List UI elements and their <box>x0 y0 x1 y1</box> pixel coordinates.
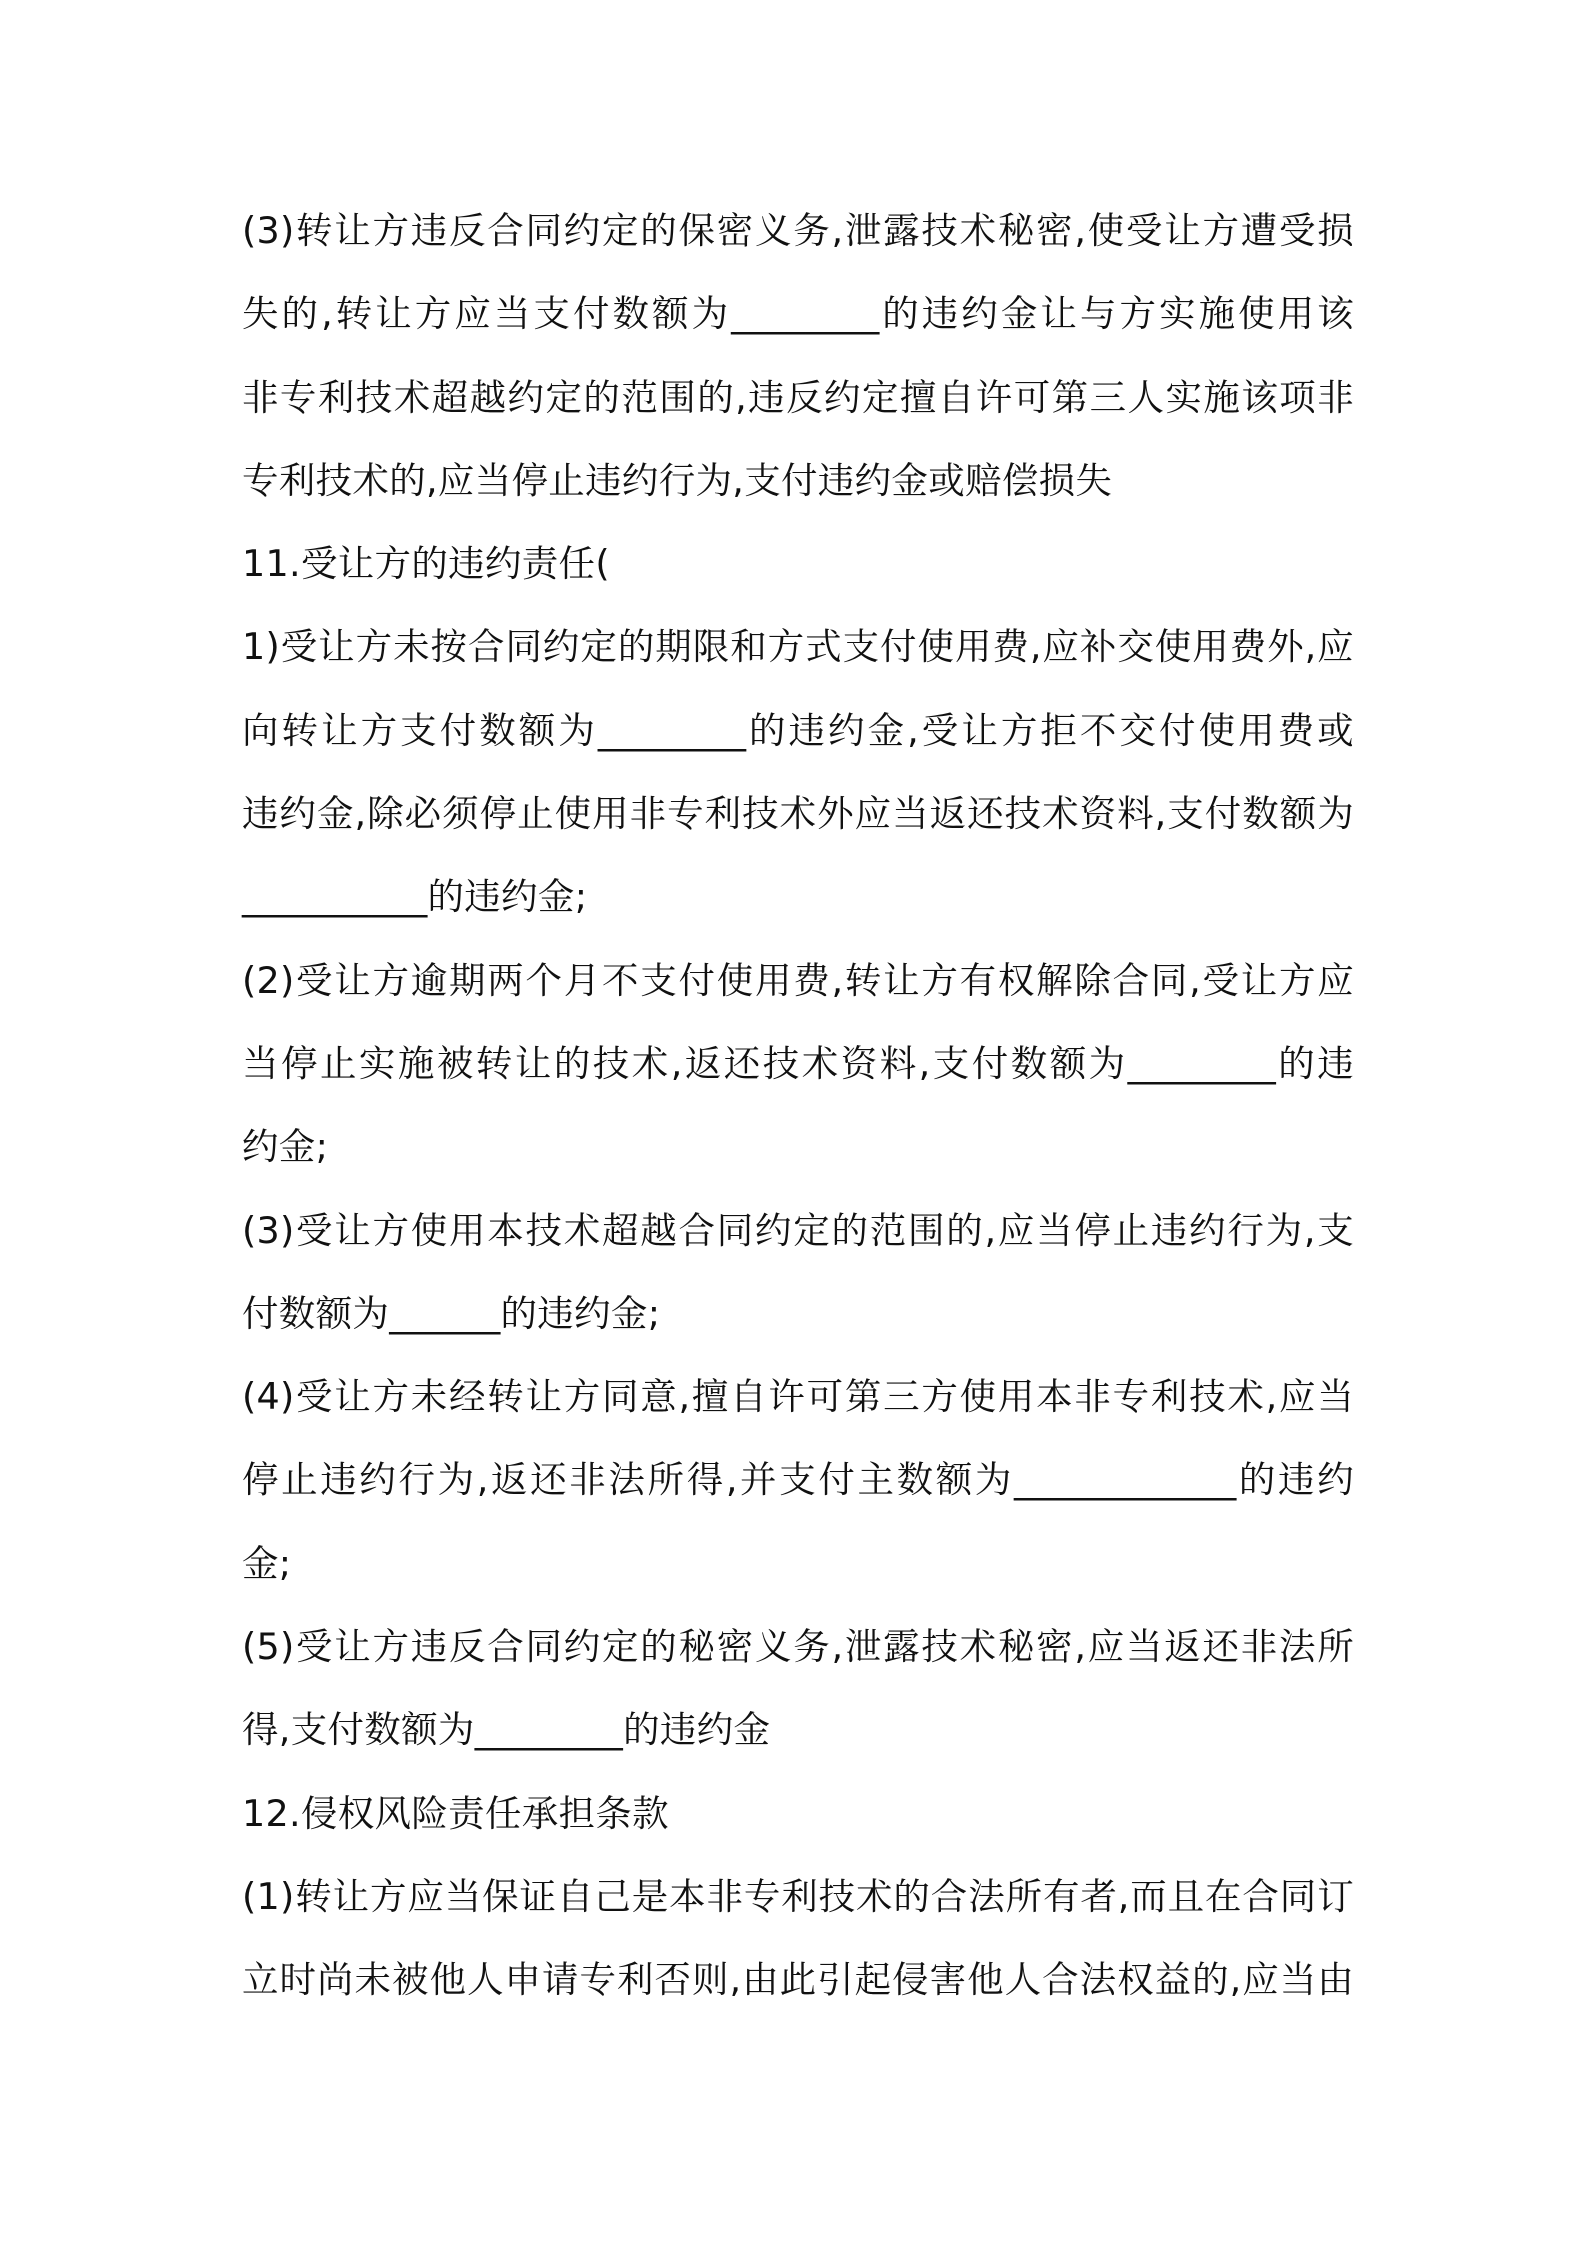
paragraph-licensor-confidentiality-breach <box>242 189 1354 522</box>
text-line: __________的违约金; <box>242 875 588 919</box>
text-line: (4)受让方未经转让方同意,擅自许可第三方使用本非专利技术,应当 <box>242 1375 1354 1419</box>
text-line: 当停止实施被转让的技术,返还技术资料,支付数额为________的违 <box>242 1041 1354 1085</box>
section-heading-12 <box>242 1772 1354 1855</box>
text-line: 失的,转让方应当支付数额为________的违约金让与方实施使用该 <box>242 292 1354 336</box>
text-line: 12.侵权风险责任承担条款 <box>242 1791 669 1835</box>
text-line: 1)受让方未按合同约定的期限和方式支付使用费,应补交使用费外,应 <box>242 625 1354 669</box>
text-line: 停止违约行为,返还非法所得,并支付主数额为____________的违约 <box>242 1458 1354 1502</box>
paragraph-licensee-scope-exceeded <box>242 1189 1354 1356</box>
text-line: (3)转让方违反合同约定的保密义务,泄露技术秘密,使受让方遭受损 <box>242 209 1354 252</box>
paragraph-licensee-overdue-two-months <box>242 939 1354 1189</box>
text-line: 立时尚未被他人申请专利否则,由此引起侵害他人合法权益的,应当由 <box>242 1958 1354 2002</box>
text-line: (3)受让方使用本技术超越合同约定的范围的,应当停止违约行为,支 <box>242 1208 1354 1252</box>
text-line: 违约金,除必须停止使用非专利技术外应当返还技术资料,支付数额为 <box>242 792 1354 836</box>
text-line: 付数额为______的违约金; <box>242 1291 661 1335</box>
paragraph-licensee-payment-default <box>242 605 1354 938</box>
paragraph-licensor-ownership-guarantee <box>242 1855 1354 2022</box>
text-line: 11.受让方的违约责任( <box>242 542 610 586</box>
text-line: 金; <box>242 1541 292 1585</box>
text-line: 约金; <box>242 1125 329 1169</box>
text-line: (1)转让方应当保证自己是本非专利技术的合法所有者,而且在合同订 <box>242 1874 1354 1918</box>
text-line: 专利技术的,应当停止违约行为,支付违约金或赔偿损失 <box>242 458 1113 502</box>
text-line: 得,支付数额为________的违约金 <box>242 1708 771 1752</box>
text-line: (2)受让方逾期两个月不支付使用费,转让方有权解除合同,受让方应 <box>242 958 1354 1002</box>
section-heading-11 <box>242 522 1354 605</box>
text-line: 向转让方支付数额为________的违约金,受让方拒不交付使用费或 <box>242 708 1354 752</box>
text-line: 非专利技术超越约定的范围的,违反约定擅自许可第三人实施该项非 <box>242 375 1354 419</box>
text-line: (5)受让方违反合同约定的秘密义务,泄露技术秘密,应当返还非法所 <box>242 1625 1354 1669</box>
document-body <box>242 189 1354 2022</box>
paragraph-licensee-unauthorized-sublicense <box>242 1355 1354 1605</box>
paragraph-licensee-confidentiality-breach <box>242 1605 1354 1772</box>
